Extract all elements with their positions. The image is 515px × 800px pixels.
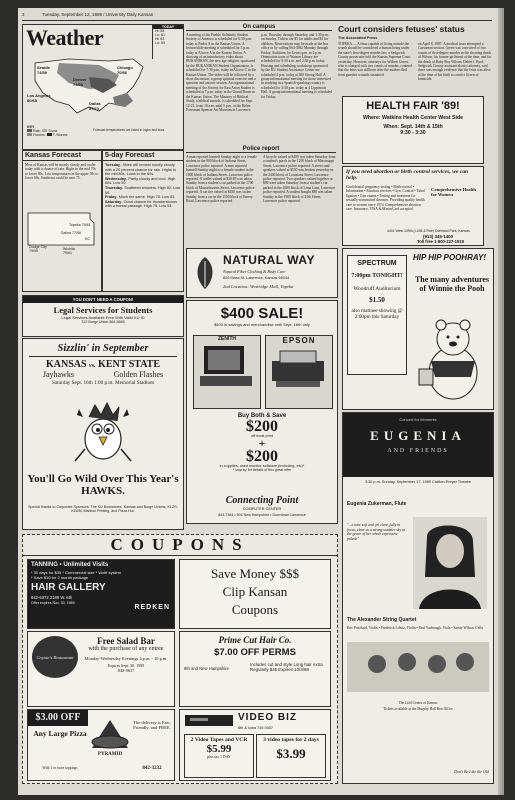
on-campus-title: On campus <box>186 24 332 31</box>
kansas-map <box>26 209 96 249</box>
on-campus-col1: A meeting of the Pueblo Solidarity Student Society of America is scheduled for 6:30 p.m. today at Parlor A in the Kansas Union. A lecture/slide meeting is scheduled for 3 p.m. today at Alcove A in the Kansas Union. A showing of an introductory video about BUKANIKAN, the new age religion, sponsored by the BUKANIKAN Student Organization, is scheduled for 7:30 p.m. today in Alcove C in the Kansas Union. The video will be followed by a short discussion, a group spiritual exercise and a question and answer session. An organizational meeting of the Society for East Asian Studies is scheduled at 7 p.m. today in the Grand Room in the Kansas Union. The Ministry of Biblical Study, a biblical awards, is scheduled for Sept. 12-21, from 10 a.m. until 5 p.m. at the Helen Foresman Spencer Art Museum in Lawrence. <box>186 33 256 112</box>
natural-way-name: NATURAL WAY <box>223 253 315 267</box>
pooh-bear-icon <box>415 311 489 403</box>
services-address: 4401 West 109th (I-435 & Roe) Overland Park, Kansas <box>387 229 470 233</box>
hair-gallery-expires: Offer expires Nov. 30, 1989 <box>31 601 75 605</box>
team1-sub: Jayhawks <box>42 370 74 379</box>
eugenia-name: EUGENIA <box>370 428 466 443</box>
quartet-title: The Alexander String Quartet <box>347 617 417 623</box>
computer-ad-panel <box>193 335 261 409</box>
pooh-ad <box>342 248 494 410</box>
buy-both-section <box>193 413 331 472</box>
eugenia-footer: Don't Be Like the Old <box>454 769 489 774</box>
police-col2: A bicycle valued at $400 was taken Saturday from a student's porch in the 1200 block of Mississippi Street, Lawrence police reported. A stereo and speakers valued at $550 was broken yesterday in the 2400 block of Louisiana Street, Lawrence police reported. Two speakers valued together at $90 were taken Saturday from a student's car parked in the 2600 block of Lima Lane, Lawrence police reported. A student bought $80 was taken Sunday in the 1900 block of 25th Street, Lawrence police reported. <box>263 155 336 204</box>
header-rule <box>22 20 492 21</box>
kansas-city-label: Salina 77/56 <box>61 231 81 235</box>
flutist-portrait <box>413 517 487 609</box>
spectrum-note: also matinee showing @ 2:00pm this Saturday <box>351 308 403 320</box>
city-label: Dallas 87/73 <box>89 101 101 111</box>
eugenia-performer: Eugenia Zukerman, Flute <box>347 501 407 507</box>
hair-gallery-top: TANNING • Unlimited Visits <box>31 562 109 568</box>
salad-expires: Expires Sept. 30, 1989 <box>107 663 145 668</box>
sale-headline: $400 SALE! <box>220 305 304 322</box>
sizzlin-slogan: You'll Go Wild Over This Year's HAWKS. <box>27 473 179 497</box>
hair-gallery-line: * Save $10 for 2 month package <box>31 575 89 580</box>
sizzlin-headline: Sizzlin' in September <box>57 343 149 354</box>
weather-box <box>22 24 184 150</box>
coupon-hair-gallery[interactable] <box>27 559 175 629</box>
legend-key: KEY <box>27 125 35 129</box>
services-phone: (913) 345-1400 <box>423 234 454 239</box>
salad-name: Free Salad Bar <box>97 636 155 646</box>
services-list: Confidential pregnancy testing • Birth control • Information • Abortion services • Gyn. Control • Tubal ligation • Gyn exams • Testing and treatment for sexually-transmitted diseases. Providing quality health care to women since 1974. Comprehensive abortion care. Insurance, VISA & MasterCard accepted. <box>346 185 425 212</box>
pyramid-item: Any Large Pizza <box>33 729 87 738</box>
legend-item: T-Storms <box>52 133 68 137</box>
kansas-forecast-title: Kansas Forecast <box>23 151 101 161</box>
city-label: Seattle 74/59 <box>37 65 51 75</box>
kansas-city-label: KC <box>85 237 90 241</box>
five-day-list <box>103 161 183 211</box>
printer-ad-panel <box>265 335 333 409</box>
computer-icon <box>194 342 258 392</box>
city-label: Chicago 70/56 <box>117 65 133 75</box>
health-services-ad <box>342 166 484 246</box>
police-col1: A man reported himself Sunday night to a female student in the 900 block of Indiana Street, Lawrence police reported. A man reported himself Sunday night to a female student in the 1900 block of Indiana Street, Lawrence police reported. A wallet valued at $30.69 was taken Sunday from a student's car parked at the 1700 block of Massachusetts Street, Lawrence police reported. A car tire valued at $450 was stolen Sunday from a car in the 1500 block of Emery Road, Lawrence police reported. <box>186 155 257 204</box>
newspaper-page <box>18 8 498 795</box>
team-subtitles <box>23 370 183 379</box>
sizzlin-footer: Special thanks to Corporate Sponsors: The KU Bookstores, Kansas and Burge Unions, KLZR-KLWN, Mabilon Printing, and Pizza Hut. <box>28 505 178 514</box>
legend-item: Flurries <box>33 133 45 137</box>
eugenia-ad <box>342 412 494 784</box>
natural-way-second: 2nd Location: Westridge Mall, Topeka <box>223 284 294 289</box>
video-deal1-price: $5.99 <box>206 743 232 756</box>
save-money-line3: Coupons <box>231 602 279 617</box>
spectrum-name: SPECTRUM <box>357 260 397 267</box>
map-caption: Forecast temperatures are listed in highs and lows. <box>93 128 166 132</box>
video-deal-2 <box>256 734 326 778</box>
coupon-video-biz[interactable] <box>179 709 331 781</box>
forecast-day: Wednesday- Partly cloudy and cool. High 80s. Low 59. <box>105 176 176 186</box>
today-stat: Lo: 59 <box>155 41 165 45</box>
snow-swatch <box>42 129 47 132</box>
natural-way-ad <box>186 248 338 298</box>
video-biz-name: VIDEO BIZ <box>238 712 298 723</box>
salad-details <box>80 636 172 673</box>
coupon-pyramid-pizza[interactable] <box>27 709 175 781</box>
plus-sign: + <box>258 436 266 450</box>
team2: KENT STATE <box>98 359 161 370</box>
quartet-members: Eric Pritchard, Violin • Frederick Lifsitz, Violin • Paul Yarbrough, Viola • Sandy Wilson, Cello <box>347 626 484 630</box>
sale-sub: $400 in savings and merchandise until Sept. 16th only <box>214 322 310 327</box>
legend-item: Rain <box>33 129 41 133</box>
services-tollfree: Toll free 1-800-227-1918 <box>417 239 464 244</box>
eugenia-header <box>343 413 493 477</box>
sizzlin-ad <box>22 338 184 530</box>
video-deal2-text: 3 video tapes for 2 days <box>263 737 319 743</box>
eugenia-presents: Concert for Moments <box>399 417 437 422</box>
discount-amount-2: $200 <box>246 448 278 465</box>
eugenia-tickets: Tickets available at the Murphy Hall Box Office <box>383 707 453 712</box>
court-col2: on April 8, 1987. A medical issue attempted a Caesarean section. Green was convicted of two counts of first-degree murder in the shooting death of Wilson, his former girlfriend at the time, and for the death of Baby Boy Wilson. Debra J. Byrd, Sedgwick County assistant district attorney, said there was enough evidence that the fetus was alive at the time of his birth to convict Green of homicide. <box>418 42 492 82</box>
legal-banner: YOU DON'T NEED A COUPON! <box>23 296 183 303</box>
legal-services-ad <box>22 295 184 337</box>
city-label: Los Angeles 80/65 <box>27 93 51 103</box>
coupons-header: COUPONS <box>23 535 337 556</box>
court-byline: The Associated Press <box>338 36 378 40</box>
eugenia-credits: The Lied Center of Kansas <box>398 701 438 705</box>
eugenia-quote: "...a tone soft and yet clear, fully in focus, clear as a strong summer sky at the grace of her whole expressive palette" <box>347 523 406 541</box>
today-box <box>152 25 183 59</box>
video-deal2-price: $3.99 <box>276 746 306 762</box>
health-fair-title: HEALTH FAIR '89! <box>366 100 460 112</box>
pyramid-note: With 1 or more toppings <box>42 766 78 770</box>
eugenia-when: 3:30 p.m. Sunday, September 17, 1989 Crafton-Preyer Theatre <box>364 480 472 484</box>
weather-title: Weather <box>26 25 104 50</box>
forecast-day: Saturday- Good chance for thunderstorms with a frontal passage. High 75. Low 54. <box>105 199 177 209</box>
spectrum-time: 7:00pm TONIGHT! <box>351 273 403 279</box>
salad-time: Monday-Wednesday Evenings 4 p.m. - 10 p.m. <box>84 656 168 661</box>
discount-desc-2: in supplies, used monitor software (including, etc)* <box>219 464 305 468</box>
discount-desc-1: off most print <box>251 434 273 438</box>
sale-note: * stop by for details of this great offer <box>232 468 292 472</box>
team1: KANSAS <box>45 359 87 370</box>
hip-hip-title: HIP HIP POOHRAY! <box>413 253 487 262</box>
kansas-city-label: Topeka 79/61 <box>69 223 91 227</box>
video-deal-1 <box>184 734 254 778</box>
natural-way-tag: Natural Fiber Clothing & Body Care <box>223 269 286 274</box>
printer-icon <box>266 345 330 395</box>
buy-both-label: Buy Both & Save <box>237 413 287 419</box>
discount-amount-1: $200 <box>246 418 278 435</box>
forecast-day: Tuesday- Skies will remain mostly cloudy with a 20 percent chance for rain. Highs in the mid 80s. Lows in the 60s. <box>105 163 176 177</box>
quartet-section <box>347 617 489 712</box>
today-label: TODAY <box>153 25 183 29</box>
coyotes-logo: Coyote's Restaurant <box>32 636 78 678</box>
coupon-salad-bar[interactable] <box>27 631 175 707</box>
health-fair-time: 9:30 - 3:30 <box>400 130 426 136</box>
sale-ad <box>186 300 338 524</box>
spectrum-place: Woodruff Auditorium <box>353 286 401 292</box>
forecast-day: Friday- Much the same. High 78. Low 53. <box>105 195 176 200</box>
pyramid-phone: 842-3232 <box>142 766 162 771</box>
health-fair-when: When: Sept. 14th & 15th <box>383 124 443 130</box>
kansas-city-label: Dodge City 79/59 <box>29 245 47 253</box>
prime-cut-deal: $7.00 OFF PERMS <box>214 647 296 658</box>
leaf-logo-icon <box>191 255 219 291</box>
health-fair-ad <box>342 96 484 164</box>
legend-item: Snow <box>48 129 58 133</box>
court-headline: Court considers fetuses' status <box>338 24 465 34</box>
coupon-prime-cut[interactable] <box>179 631 331 707</box>
flurries-swatch <box>27 133 32 136</box>
kansas-forecast-text: Most of Kansas will be mostly cloudy and cooler today with a chance of rain. Highs in the mid 70s to lower 80s. Low temperatures in the upper 50s to lower 60s. Southeast could be near 75. <box>25 163 99 181</box>
epson-label: EPSON <box>282 336 316 345</box>
hair-gallery-line: * 30 days for $35 * Commercial size * Wolff system <box>31 570 122 575</box>
kansas-forecast-box <box>22 150 102 292</box>
police-report <box>186 146 336 246</box>
salad-phone: 842-9637 <box>117 668 135 673</box>
pyramid-logo-icon <box>90 718 130 752</box>
kansas-city-label: Wichita 79/61 <box>63 247 75 255</box>
salad-sub: with the purchase of any entree <box>88 646 164 652</box>
legal-sub: Legal Services Available Free With Valid KU ID <box>61 315 145 320</box>
five-day-box <box>102 150 184 292</box>
game-time: Saturday Sept. 16th 1:00 p.m. Memorial Stadium <box>51 380 155 386</box>
prime-cut-extra: Includes cut and style Long hair extra Regularly $45 Expires 10/3/89 <box>250 662 323 673</box>
pyramid-sub: The delivery is Fast, Friendly, and FREE. <box>133 720 171 731</box>
today-stat: Lo: 61 <box>155 33 165 37</box>
rain-swatch <box>27 129 32 132</box>
today-stat: Hi: 84 <box>155 29 165 33</box>
pooh-movie: The many adventures of Winnie the Pooh <box>414 275 490 293</box>
legal-details: 312 Burge Union 864-5665 <box>81 320 125 324</box>
save-money-line2: Clip Kansan <box>222 584 288 599</box>
services-headline: If you need abortion or birth control services, we can help. <box>346 169 469 182</box>
five-day-title: 5-day Forecast <box>103 151 183 161</box>
prime-cut-address: 9th and New Hampshire <box>184 666 229 671</box>
hair-gallery-name: HAIR GALLERY <box>31 582 106 593</box>
hair-gallery-address: 842-6372 2189 W. 6th <box>31 595 73 600</box>
on-campus-section <box>186 24 332 140</box>
pyramid-price: $3.00 OFF <box>28 710 88 726</box>
quartet-photo <box>347 642 489 692</box>
page-number: 2 <box>22 12 25 17</box>
save-money-line1: Save Money $$$ <box>210 566 300 581</box>
coupons-section <box>22 534 338 784</box>
police-title: Police report <box>186 146 336 153</box>
coupon-save-money <box>179 559 331 629</box>
forecast-day: Thursday- Scattered showers. High 82. Low 59. <box>105 185 181 195</box>
health-fair-where: Where: Watkins Health Center West Side <box>362 115 464 121</box>
eugenia-and-friends: AND FRIENDS <box>387 448 449 454</box>
on-campus-col2: p.m. Thursday through Saturday, and 1:30 p.m. on Sunday. Tickets are $5 for adults and $3 for children. Reservations may be made at the box office or by calling 864-3982 Monday through Friday. Auditions for Lewis p.m. to 4 p.m. Orientation tours of Watson Library are scheduled for 9:30 a.m. and 2:30 p.m. today. Housing and scheduling workshops sponsored by the KU Student Assistance Center are scheduled 4 p.m. today at 300 Strong Hall. A group informational meeting for those interested in studying in a Spanish-speaking country is scheduled for 3:30 p.m. today at 4 Lippincott Hall. A group informational meeting is scheduled for Friday. <box>261 33 332 99</box>
today-stat: Hi: 83 <box>155 37 165 41</box>
natural-way-address: 820 Mass St. Lawrence, Kansas 66044 <box>223 276 290 280</box>
matchup <box>23 359 183 370</box>
spectrum-price: $1.50 <box>369 296 385 304</box>
zenith-label: ZENITH <box>217 336 237 342</box>
store-address: 843-7384 • 904 New Hampshire • Downtown Lawrence <box>218 513 306 517</box>
jayhawk-mascot-icon <box>71 399 135 469</box>
court-col1: TOPEKA — A fetus capable of living outside the womb should be considered a human being under the state's first-degree murder law, a Sedgwick County prosecutor told the Kansas Supreme Court yesterday. However, attorneys for Wilbert Green, who is charged with two counts of murder, contend that the fetus was stillborn after the mother died from gunshot wounds sustained <box>338 42 412 77</box>
team2-sub: Golden Flashes <box>113 370 164 379</box>
prime-cut-name: Prime Cut Hair Co. <box>218 635 292 645</box>
video-deal1-text: 2 Video Tapes and VCR <box>190 737 248 743</box>
services-org: Comprehensive Health for Women <box>431 187 476 198</box>
pyramid-name: PYRAMID <box>97 752 123 757</box>
legal-title: Legal Services for Students <box>53 305 153 315</box>
dateline: Tuesday, September 12, 1989 / University Daily Kansan <box>42 12 154 17</box>
video-biz-address: 8th & Iowa 749-0007 <box>238 726 274 730</box>
vs-label: vs. <box>89 363 96 369</box>
city-label: Denver 74/50 <box>73 77 87 87</box>
redken-logo: REDKEN <box>134 604 170 611</box>
map-legend <box>27 125 68 137</box>
storm-swatch <box>47 133 52 136</box>
store-sub: COMPUTER CENTER <box>242 507 282 511</box>
vcr-icon <box>184 712 234 728</box>
video-deal1-note: plus tax 1 DAY <box>207 755 231 760</box>
store-name: Connecting Point <box>225 495 299 506</box>
spectrum-box <box>347 255 407 375</box>
